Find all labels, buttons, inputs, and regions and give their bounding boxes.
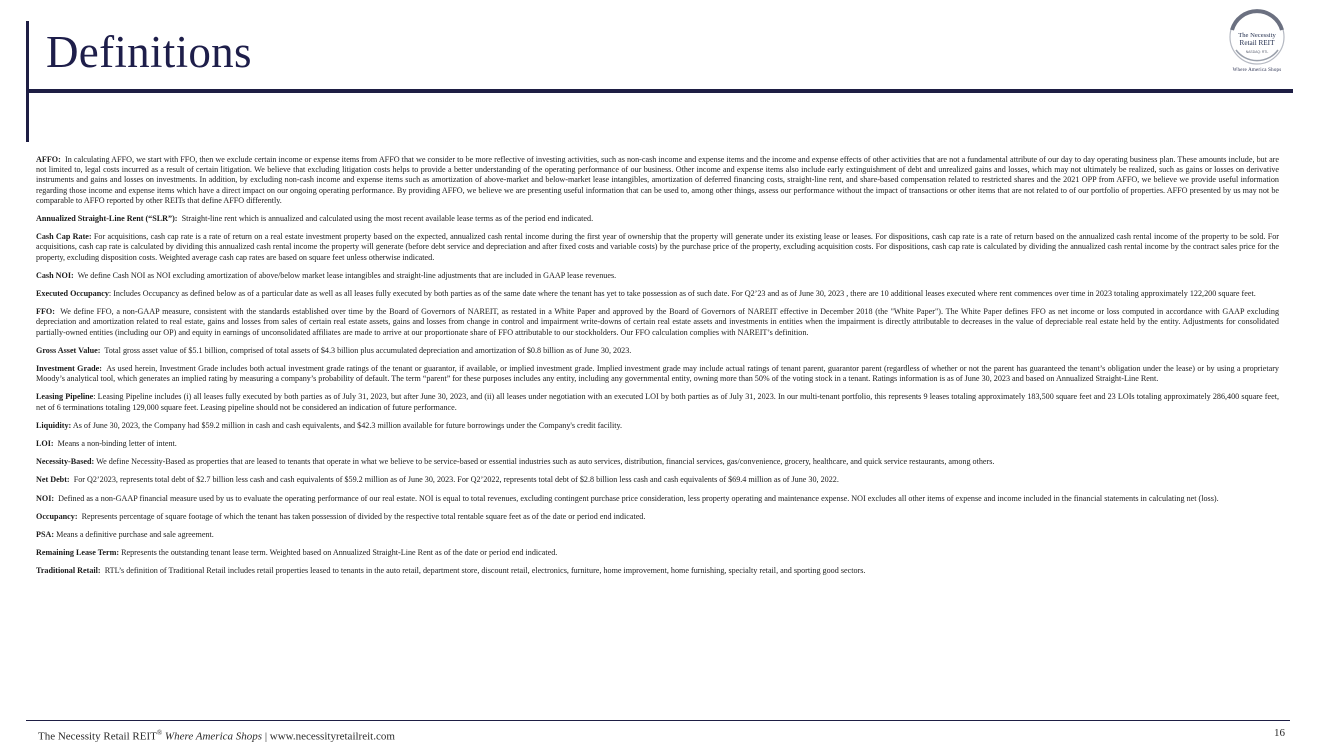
definition-text: : Leasing Pipeline includes (i) all leases fully executed by both parties as of July 31, 2023, but after June 30, 2023, and (ii) all leases under negotiation with an executed LOI by both parties as of July 31, 2023. In our multi-tenant portfolio, this represents 9 leases totaling approximately 183,500 square feet and 23 LOIs totaling approximately 286,400 square feet, net of 6 terminations totaling 129,000 square feet. Leasing pipeline should not be considered an indication of future performance.	[36, 392, 1279, 412]
logo-tagline: Where America Shops	[1232, 68, 1282, 73]
definition-liquidity	[36, 421, 1279, 431]
definition-term: Liquidity:	[36, 420, 72, 430]
definition-term: Necessity-Based:	[36, 457, 95, 467]
definition-term: LOI:	[36, 439, 54, 449]
company-logo	[1224, 8, 1290, 80]
definition-executed-occupancy	[36, 289, 1279, 299]
definition-noi	[36, 494, 1279, 504]
footer-separator: |	[264, 730, 268, 743]
definition-term: AFFO:	[36, 155, 61, 164]
definition-text: Represents the outstanding tenant lease term. Weighted based on Annualized Straight-Line Rent as of the date or period end indicated.	[121, 548, 558, 558]
definition-text: Total gross asset value of $5.1 billion, comprised of total assets of $4.3 billion plus accumulated depreciation and amortization of $0.8 billion as of June 30, 2023.	[104, 345, 632, 355]
definitions-list	[36, 155, 1279, 585]
definition-ffo	[36, 307, 1279, 338]
definition-remaining-lease-term	[36, 548, 1279, 558]
footer-divider	[26, 720, 1290, 721]
definition-term: Cash Cap Rate:	[36, 232, 92, 242]
footer-url[interactable]: www.necessityretailreit.com	[269, 730, 395, 743]
definition-term: Investment Grade:	[36, 364, 102, 374]
logo-line1: The Necessity	[1238, 32, 1276, 39]
definition-text: We define FFO, a non-GAAP measure, consistent with the standards established over time by the Board of Governors of NAREIT, as restated in a White Paper and approved by the Board of Governors of NAREIT effective in December 2018 (the "White Paper"). The White Paper defines FFO as net income or loss computed in accordance with GAAP excluding depreciation and amortization related to real estate, gains and losses from sales of certain real estate assets, gains and losses from change in control and impairment write-downs of certain real estate assets and investments in entities when the impairment is directly attributable to decreases in the value of depreciable real estate held by the entity. Adjustments for consolidated partially-owned entities (including our OP) and equity in earnings of unconsolidated affiliates are made to arrive at our proportionate share of FFO attributable to our stockholders. Our FFO calculation complies with NAREIT’s definition.	[36, 307, 1280, 337]
definition-investment-grade	[36, 364, 1279, 384]
definition-gross-asset-value	[36, 346, 1279, 356]
definition-text: For acquisitions, cash cap rate is a rate of return on a real estate investment property based on the expected, annualized cash rental income during the first year of ownership that the property will generate under its existing lease or leases. For dispositions, cash cap rate is a rate of return based on the annualized cash rental income of the property to be sold. For acquisitions, cash cap rate is calculated by dividing this annualized cash rental income the property will generate (before debt service and depreciation and after fixed costs and variable costs) by the purchase price of the property, excluding acquisition costs. For dispositions, cash cap rate is calculated by dividing the annualized cash rental income by the contract sales price for the property, excluding disposition costs. Weighted average cash cap rates are based on square feet unless otherwise indicated.	[36, 232, 1279, 262]
definition-cash-noi	[36, 271, 1279, 281]
definition-annualized-slr	[36, 214, 1279, 224]
definition-text: As used herein, Investment Grade includes both actual investment grade ratings of the tenant or guarantor, if available, or implied investment grade. Implied investment grade may include actual ratings of tenant parent, guarantor parent (regardless of whether or not the parent has guaranteed the tenant’s obligation under the lease) or by using a proprietary Moody’s analytical tool, which generates an implied rating by measuring a company’s probability of default. The term “parent” for these purposes includes any entity, including any governmental entity, owning more than 50% of the voting stock in a tenant. Ratings information is as of June 30, 2023 and based on Annualized Straight-Line Rent.	[36, 364, 1279, 384]
definition-text: Defined as a non-GAAP financial measure used by us to evaluate the operating performance of our real estate. NOI is equal to total revenues, excluding contingent purchase price consideration, less property operating and maintenance expense. NOI excludes all other items of expense and income included in the financial statements in calculating net (loss).	[58, 493, 1219, 503]
definition-traditional-retail	[36, 566, 1279, 576]
logo-line2: Retail REIT	[1239, 39, 1275, 47]
definition-text: As of June 30, 2023, the Company had $59.2 million in cash and cash equivalents, and $42.3 million available for future borrowings under the Company's credit facility.	[72, 420, 623, 430]
definition-text: Represents percentage of square footage of which the tenant has taken possession of divided by the respective total rentable square feet as of the date or period end indicated.	[81, 511, 646, 521]
page-title: Definitions	[46, 27, 252, 77]
footer-tagline: Where America Shops	[164, 730, 263, 743]
definition-text: We define Cash NOI as NOI excluding amortization of above/below market lease intangibles and straight-line adjustments that are included in GAAP lease revenues.	[77, 270, 617, 280]
definition-text: In calculating AFFO, we start with FFO, then we exclude certain income or expense items from AFFO that we consider to be more reflective of investing activities, such as non-cash income and expense items and the income and expense effects of other activities that are not a fundamental attribute of our day to day operating business plan. These amounts include, but are not limited to, legal costs incurred as a result of certain litigation. We believe that excluding litigation costs helps to provide a better understanding of the operating performance of our business. Other income and expense items also include early extinguishment of debt and unrealized gains and losses, which may not ultimately be realized, such as gains or losses on derivative instruments and gains and losses on investments. In addition, by excluding non-cash income and expense items such as amortization of above-market and below-market lease intangibles, amortization of deferred financing costs, straight-line rent, and share-based compensation related to restricted shares and the 2021 OPP from AFFO, we believe we provide useful information regarding those income and expense items which have a direct impact on our ongoing operating performance. By providing AFFO, we believe we are presenting useful information that can be used to, among other things, assess our performance without the impact of transactions or other items that are not related to of our portfolio of properties. AFFO presented by us may not be comparable to AFFO reported by other REITs that define AFFO differently.	[36, 155, 1279, 205]
header-accent-bar	[26, 21, 29, 142]
definition-term: Net Debt:	[36, 475, 70, 485]
page-number: 16	[1274, 727, 1285, 739]
definition-net-debt	[36, 475, 1279, 485]
definition-term: Executed Occupancy	[36, 289, 109, 299]
definition-term: Leasing Pipeline	[36, 392, 94, 402]
definition-term: Cash NOI:	[36, 270, 74, 280]
definition-psa	[36, 530, 1279, 540]
definition-text: : Includes Occupancy as defined below as of a particular date as well as all leases fully executed by both parties as of the same date where the tenant has yet to take possession as of such date. For Q2’23 and as of June 30, 2023 , there are 10 additional leases executed where rent commences over time in 2023 totaling approximately 122,200 square feet.	[108, 289, 1256, 299]
definition-affo	[36, 155, 1279, 206]
definition-text: We define Necessity-Based as properties that are leased to tenants that operate in what we believe to be service-based or essential industries such as auto services, distribution, financial services, gas/convenience, grocery, healthcare, and quick service restaurants, among others.	[96, 457, 995, 467]
definition-term: Annualized Straight-Line Rent (“SLR”):	[36, 214, 178, 224]
definition-leasing-pipeline	[36, 392, 1279, 412]
header-divider	[26, 89, 1293, 93]
definition-occupancy	[36, 512, 1279, 522]
definition-loi	[36, 439, 1279, 449]
definition-necessity-based	[36, 457, 1279, 467]
definition-text: RTL’s definition of Traditional Retail includes retail properties leased to tenants in the auto retail, department store, discount retail, electronics, furniture, home improvement, home furnishing, specialty retail, and sporting good sectors.	[104, 566, 866, 576]
definition-term: Traditional Retail:	[36, 566, 101, 576]
definition-cash-cap-rate	[36, 232, 1279, 263]
footer	[38, 729, 395, 743]
definition-text: Means a definitive purchase and sale agreement.	[56, 530, 214, 540]
logo-exchange: NASDAQ: RTL	[1245, 50, 1269, 54]
definition-term: Occupancy:	[36, 511, 78, 521]
definition-text: Straight-line rent which is annualized and calculated using the most recent available lease terms as of the period end indicated.	[181, 214, 594, 224]
definition-term: Remaining Lease Term:	[36, 548, 120, 558]
logo-emblem-icon	[1225, 8, 1289, 66]
footer-registered-mark: ®	[156, 729, 163, 737]
footer-company: The Necessity Retail REIT	[38, 730, 157, 743]
definition-text: For Q2’2023, represents total debt of $2.7 billion less cash and cash equivalents of $59.2 million as of June 30, 2023. For Q2’2022, represents total debt of $2.8 billion less cash and cash equivalents of $69.4 million as of June 30, 2022.	[73, 475, 839, 485]
definition-text: Means a non-binding letter of intent.	[57, 439, 177, 449]
definition-term: Gross Asset Value:	[36, 345, 101, 355]
definition-term: NOI:	[36, 493, 55, 503]
definition-term: PSA:	[36, 530, 55, 540]
definition-term: FFO:	[36, 307, 55, 317]
